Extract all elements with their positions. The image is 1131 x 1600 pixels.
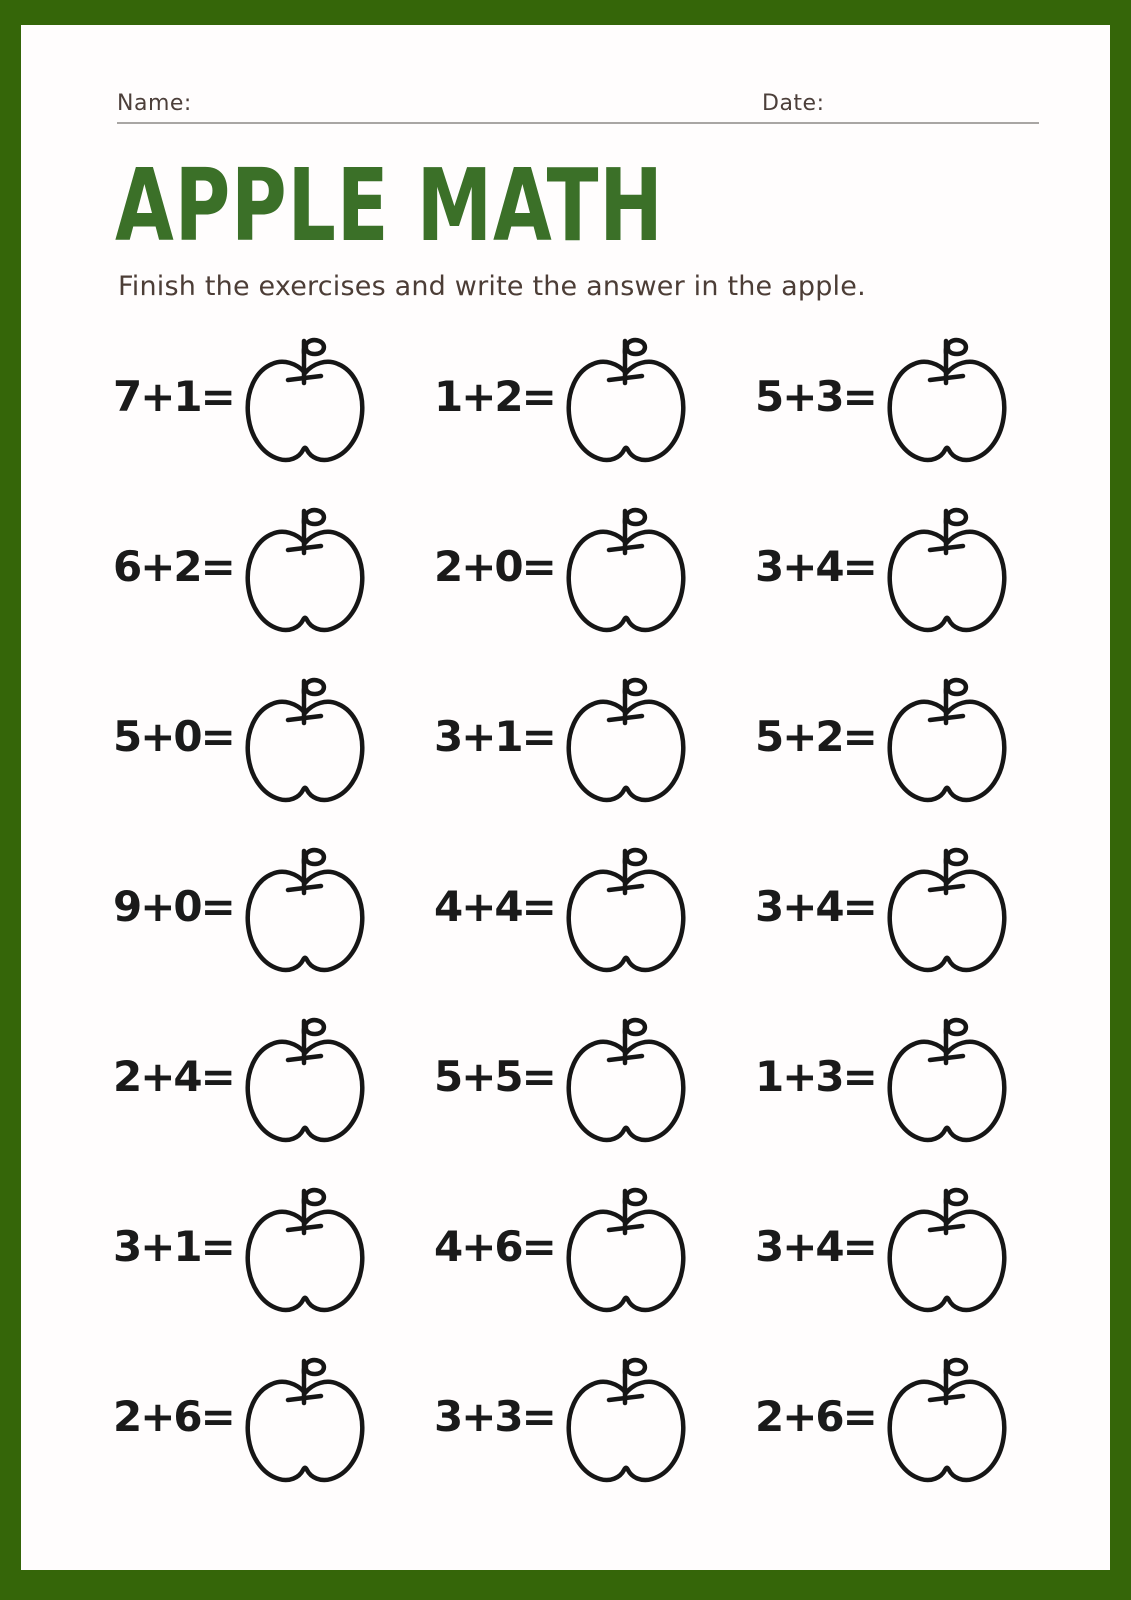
answer-apple[interactable] xyxy=(885,845,1009,981)
problem-cell xyxy=(434,335,755,471)
apple-outline-icon xyxy=(564,1185,688,1321)
apple-outline-icon xyxy=(885,505,1009,641)
apple-stem-crossbar xyxy=(288,716,321,720)
apple-outline-icon xyxy=(564,845,688,981)
apple-leaf-loop xyxy=(946,1020,966,1034)
answer-apple[interactable] xyxy=(885,505,1009,641)
problem-cell xyxy=(434,1015,755,1151)
problem-expression: 3+1= xyxy=(434,711,555,761)
problem-expression: 9+0= xyxy=(113,881,234,931)
problem-cell xyxy=(113,1185,434,1321)
apple-stem-crossbar xyxy=(288,376,321,380)
apple-leaf-loop xyxy=(625,850,645,864)
answer-apple[interactable] xyxy=(564,1355,688,1491)
apple-leaf-loop xyxy=(304,340,324,354)
problem-cell xyxy=(113,845,434,981)
problem-expression: 2+4= xyxy=(113,1051,234,1101)
apple-leaf-loop xyxy=(625,680,645,694)
problem-cell xyxy=(113,1015,434,1151)
apple-leaf-loop xyxy=(946,340,966,354)
answer-apple[interactable] xyxy=(243,1015,367,1151)
apple-stem-crossbar xyxy=(288,546,321,550)
apple-stem-crossbar xyxy=(930,546,963,550)
apple-outline-icon xyxy=(564,675,688,811)
apple-leaf-loop xyxy=(304,510,324,524)
problem-expression: 2+0= xyxy=(434,541,555,591)
apple-stem-crossbar xyxy=(609,1226,642,1230)
problem-expression: 6+2= xyxy=(113,541,234,591)
apple-stem-crossbar xyxy=(288,1226,321,1230)
apple-outline-icon xyxy=(885,1355,1009,1491)
apple-stem-crossbar xyxy=(930,1396,963,1400)
answer-apple[interactable] xyxy=(564,845,688,981)
problem-expression: 2+6= xyxy=(755,1391,876,1441)
problem-cell xyxy=(755,1015,1076,1151)
answer-apple[interactable] xyxy=(885,335,1009,471)
apple-outline-icon xyxy=(885,845,1009,981)
apple-outline-icon xyxy=(885,675,1009,811)
apple-leaf-loop xyxy=(304,1020,324,1034)
apple-stem-crossbar xyxy=(930,886,963,890)
apple-outline-icon xyxy=(243,1015,367,1151)
problem-expression: 4+4= xyxy=(434,881,555,931)
problem-cell xyxy=(434,675,755,811)
answer-apple[interactable] xyxy=(885,1355,1009,1491)
apple-outline-icon xyxy=(243,845,367,981)
answer-apple[interactable] xyxy=(885,1185,1009,1321)
apple-stem-crossbar xyxy=(609,1396,642,1400)
answer-apple[interactable] xyxy=(243,675,367,811)
problem-expression: 5+2= xyxy=(755,711,876,761)
problem-cell xyxy=(434,505,755,641)
problem-expression: 4+6= xyxy=(434,1221,555,1271)
apple-stem-crossbar xyxy=(609,376,642,380)
apple-leaf-loop xyxy=(625,1360,645,1374)
apple-leaf-loop xyxy=(625,1190,645,1204)
apple-stem-crossbar xyxy=(930,1056,963,1060)
apple-leaf-loop xyxy=(946,680,966,694)
problem-cell xyxy=(755,505,1076,641)
page-title: APPLE MATH xyxy=(115,147,664,264)
answer-apple[interactable] xyxy=(243,335,367,471)
apple-leaf-loop xyxy=(304,1360,324,1374)
answer-apple[interactable] xyxy=(564,675,688,811)
apple-outline-icon xyxy=(243,1355,367,1491)
problem-cell xyxy=(434,1355,755,1491)
apple-leaf-loop xyxy=(946,850,966,864)
answer-apple[interactable] xyxy=(564,335,688,471)
problem-cell xyxy=(755,335,1076,471)
apple-stem-crossbar xyxy=(288,1396,321,1400)
problem-cell xyxy=(755,845,1076,981)
answer-apple[interactable] xyxy=(564,1015,688,1151)
problem-expression: 3+4= xyxy=(755,541,876,591)
apple-leaf-loop xyxy=(946,1360,966,1374)
problem-cell xyxy=(755,1185,1076,1321)
problem-cell xyxy=(755,675,1076,811)
apple-outline-icon xyxy=(564,1355,688,1491)
apple-leaf-loop xyxy=(625,340,645,354)
problem-expression: 3+4= xyxy=(755,881,876,931)
problem-cell xyxy=(113,505,434,641)
apple-outline-icon xyxy=(564,505,688,641)
problem-expression: 5+0= xyxy=(113,711,234,761)
problem-expression: 5+3= xyxy=(755,371,876,421)
apple-outline-icon xyxy=(885,1185,1009,1321)
apple-leaf-loop xyxy=(304,850,324,864)
answer-apple[interactable] xyxy=(243,845,367,981)
answer-apple[interactable] xyxy=(564,1185,688,1321)
problem-expression: 3+4= xyxy=(755,1221,876,1271)
problem-expression: 2+6= xyxy=(113,1391,234,1441)
problem-expression: 5+5= xyxy=(434,1051,555,1101)
apple-stem-crossbar xyxy=(930,1226,963,1230)
apple-leaf-loop xyxy=(946,510,966,524)
apple-leaf-loop xyxy=(625,510,645,524)
apple-stem-crossbar xyxy=(930,716,963,720)
answer-apple[interactable] xyxy=(885,675,1009,811)
apple-leaf-loop xyxy=(946,1190,966,1204)
answer-apple[interactable] xyxy=(243,1185,367,1321)
problem-expression: 1+3= xyxy=(755,1051,876,1101)
apple-leaf-loop xyxy=(304,680,324,694)
problems-grid xyxy=(113,335,1076,1491)
apple-stem-crossbar xyxy=(609,716,642,720)
apple-leaf-loop xyxy=(625,1020,645,1034)
problem-cell xyxy=(113,335,434,471)
name-date-line[interactable] xyxy=(117,122,1039,124)
date-label: Date: xyxy=(762,91,825,116)
answer-apple[interactable] xyxy=(243,505,367,641)
apple-outline-icon xyxy=(243,505,367,641)
apple-outline-icon xyxy=(564,1015,688,1151)
page-subtitle: Finish the exercises and write the answer in the apple. xyxy=(118,271,866,302)
problem-cell xyxy=(434,845,755,981)
problem-expression: 3+1= xyxy=(113,1221,234,1271)
worksheet-sheet xyxy=(21,25,1110,1570)
apple-stem-crossbar xyxy=(930,376,963,380)
apple-leaf-loop xyxy=(304,1190,324,1204)
problem-expression: 3+3= xyxy=(434,1391,555,1441)
apple-stem-crossbar xyxy=(609,1056,642,1060)
apple-outline-icon xyxy=(885,1015,1009,1151)
answer-apple[interactable] xyxy=(885,1015,1009,1151)
apple-stem-crossbar xyxy=(609,886,642,890)
problem-cell xyxy=(755,1355,1076,1491)
apple-outline-icon xyxy=(243,675,367,811)
problem-expression: 7+1= xyxy=(113,371,234,421)
apple-outline-icon xyxy=(243,1185,367,1321)
apple-stem-crossbar xyxy=(288,1056,321,1060)
problem-cell xyxy=(434,1185,755,1321)
name-label: Name: xyxy=(117,91,192,116)
apple-outline-icon xyxy=(564,335,688,471)
problem-cell xyxy=(113,1355,434,1491)
apple-stem-crossbar xyxy=(288,886,321,890)
apple-outline-icon xyxy=(885,335,1009,471)
problem-expression: 1+2= xyxy=(434,371,555,421)
apple-outline-icon xyxy=(243,335,367,471)
answer-apple[interactable] xyxy=(564,505,688,641)
apple-stem-crossbar xyxy=(609,546,642,550)
answer-apple[interactable] xyxy=(243,1355,367,1491)
problem-cell xyxy=(113,675,434,811)
